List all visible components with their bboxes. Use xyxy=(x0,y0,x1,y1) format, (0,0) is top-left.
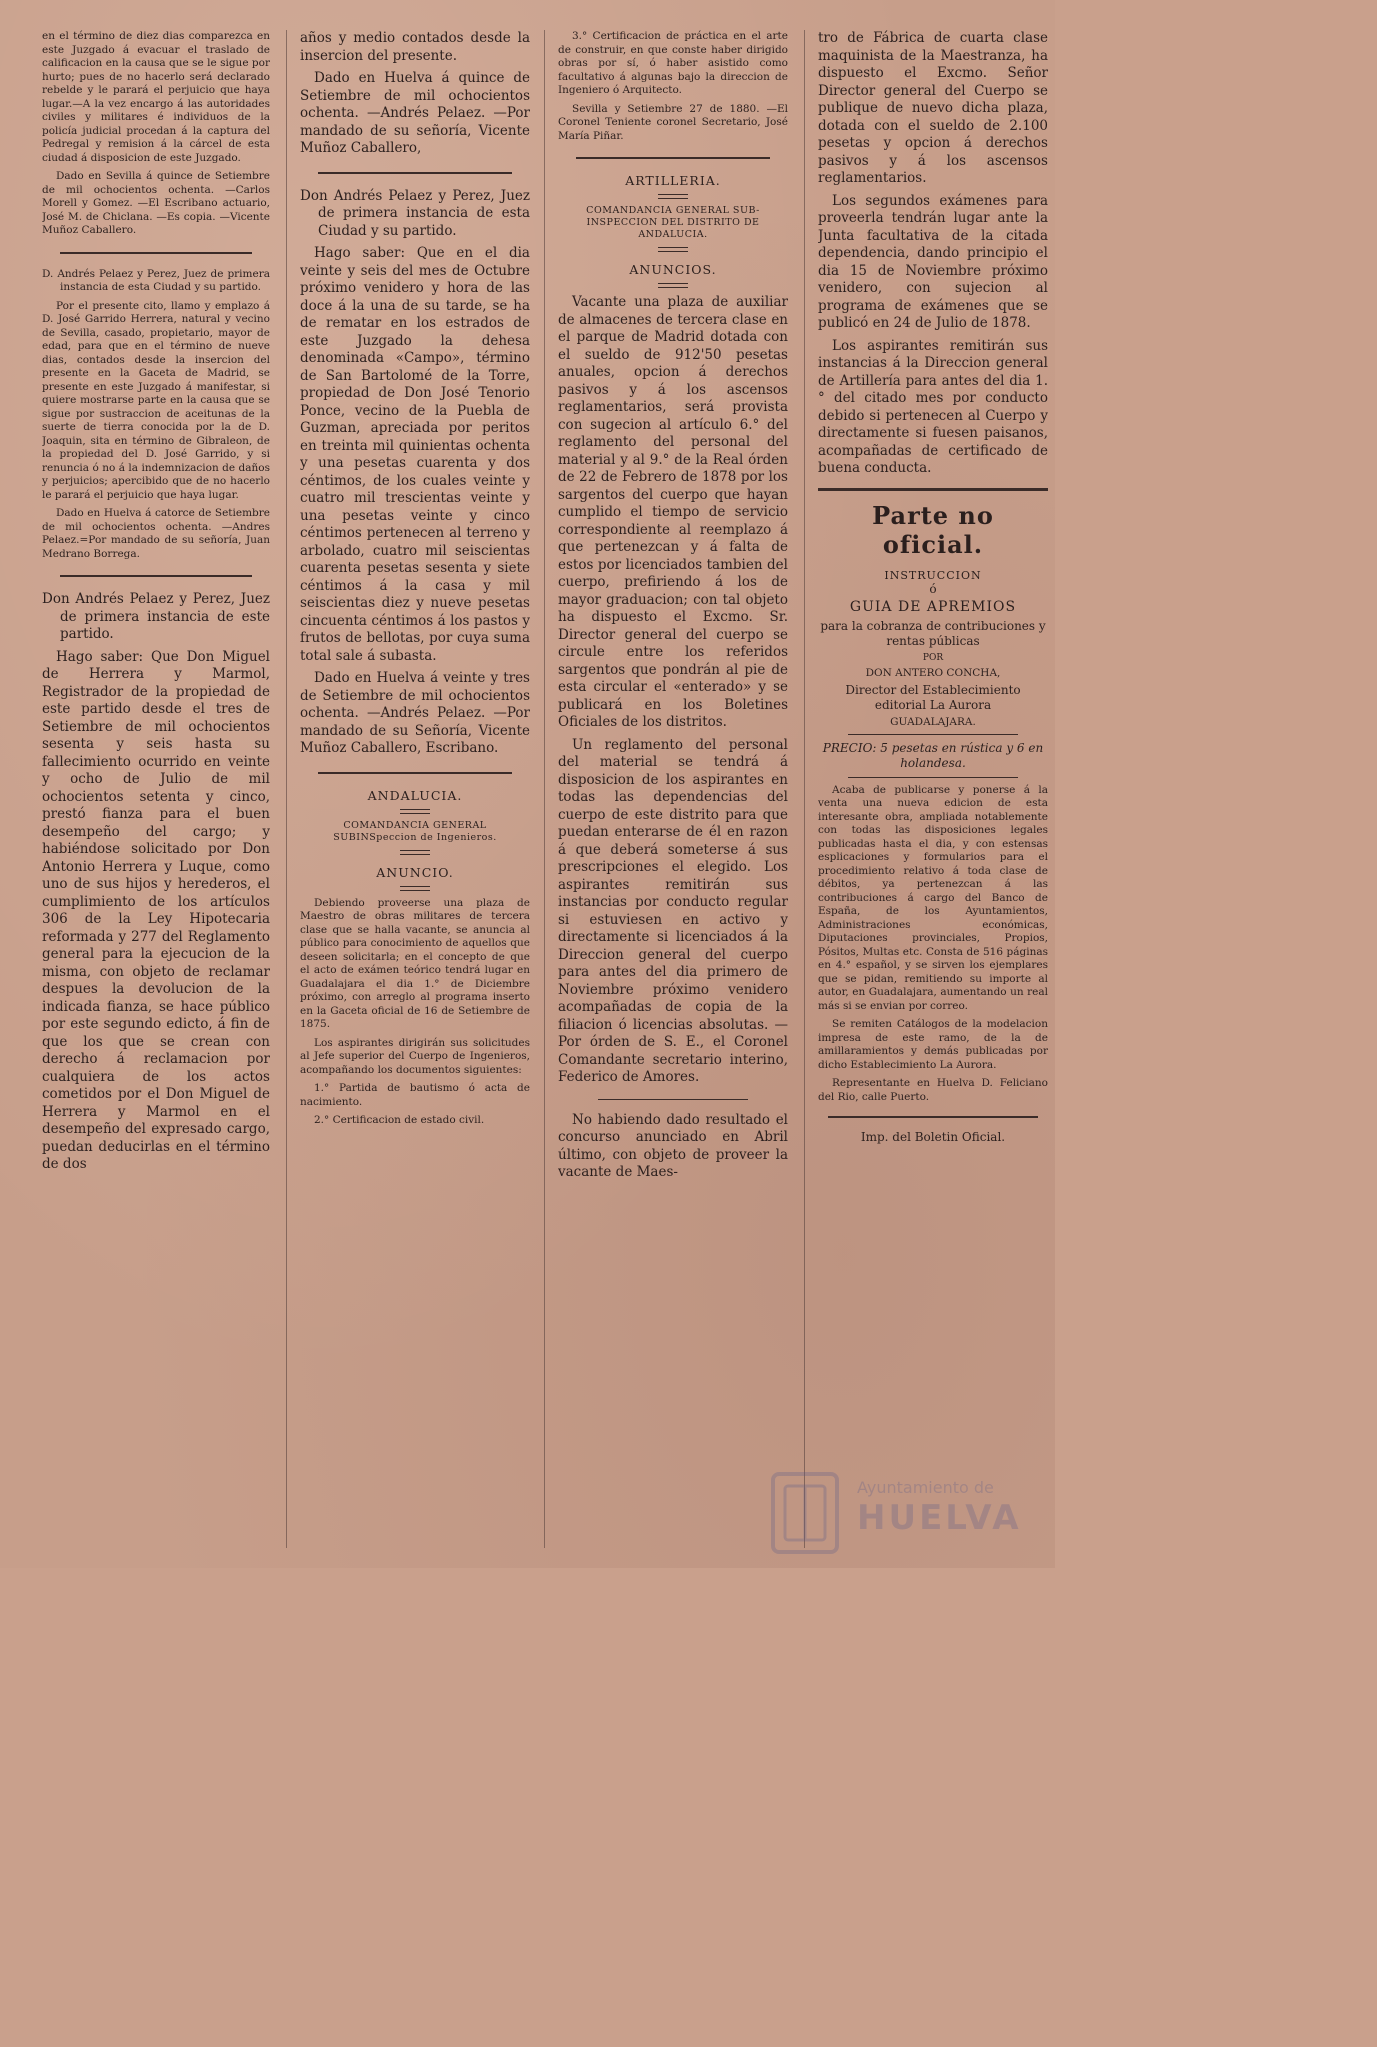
book-author: DON ANTERO CONCHA, xyxy=(865,666,1001,679)
paragraph: Un reglamento del personal del material se tendrá á disposicion de los aspirantes en todas las dependencias del cuerpo de este distrito para que puedan enterarse de él en razon á que deberá someterse á sus prescripciones el elegido. Los aspirantes remitirán sus instancias por conducto regular si estuviesen en activo y directamente si licenciados á la Direccion general del cuerpo para antes del dia primero de Noviembre próximo venidero acompañadas de copia de la filiacion ó licencias absolutas. —Por órden de S. E., el Coronel Comandante secretario interino, Federico de Amores. xyxy=(558,736,788,1085)
section-heading: ARTILLERIA. xyxy=(625,173,721,188)
coat-of-arms-icon xyxy=(765,1468,845,1558)
section-divider xyxy=(598,1099,748,1100)
ornament xyxy=(658,247,688,252)
column-rule xyxy=(286,30,287,1548)
paragraph: Hago saber: Que en el dia veinte y seis del mes de Octubre próximo venidero y hora de las doce á la una de su tarde, se ha de rematar en los estrados de este Juzgado la dehesa denominada «Campo», término de San Bartolomé de la Torre, propiedad de Don José Tenorio Ponce, vecino de la Puebla de Guzman, apreciada por peritos en treinta mil quinientas ochenta y una pesetas cuarenta y dos céntimos, de los cuales veinte y cuatro mil trescientas veinte y una pesetas veinte y cinco céntimos pertenecen al terreno y arbolado, cuatro mil seiscientas cuarenta pesetas sesenta y siete céntimos á la casa y mil seiscientas diez y nueve pesetas cincuenta céntimos á los pastos y frutos de bellotas, por cuya suma total sale á subasta. xyxy=(300,245,530,664)
paragraph: Dado en Sevilla á quince de Setiembre de mil ochocientos ochenta. —Carlos Morell y Gomez. —El Escribano actuario, José M. de Chiclana. —Es copia. —Vicente Muñoz Caballero. xyxy=(42,170,270,236)
list-item: 1.° Partida de bautismo ó acta de nacimiento. xyxy=(300,1082,530,1108)
book-price: PRECIO: 5 pesetas en rústica y 6 en holandesa. xyxy=(822,740,1044,770)
paragraph: Se remiten Catálogos de la modelacion impresa de este ramo, de la de amillaramientos y demás publicadas por dicho Establecimiento La Aurora. xyxy=(818,1018,1048,1071)
list-item: 2.° Certificacion de estado civil. xyxy=(314,1114,485,1126)
paragraph: Sevilla y Setiembre 27 de 1880. —El Coronel Teniente coronel Secretario, José María Piñar. xyxy=(558,102,788,142)
ornament xyxy=(400,809,430,814)
notice-heading: Don Andrés Pelaez y Perez, Juez de primera instancia de esta Ciudad y su partido. xyxy=(300,187,530,239)
notice-heading: D. Andrés Pelaez y Perez, Juez de primera instancia de esta Ciudad y su partido. xyxy=(42,267,270,293)
book-author-title: Director del Establecimiento editorial La Aurora xyxy=(845,682,1021,712)
section-divider xyxy=(60,575,252,577)
paragraph: en el término de diez dias comparezca en este Juzgado á evacuar el traslado de calificacion en la causa que se le sigue por hurto; pues de no hacerlo será declarado rebelde y le parará el perjuicio que haya lugar.—A la vez encargo á las autoridades civiles y militares é individuos de la policía judicial procedan á la captura del Pedregal y remision á la cárcel de esta ciudad á disposicion de este Juzgado. xyxy=(42,30,270,164)
section-subheading: COMANDANCIA GENERAL SUB-INSPECCION DEL DISTRITO DE ANDALUCIA. xyxy=(586,205,760,240)
section-divider xyxy=(828,1116,1038,1118)
ornament xyxy=(400,886,430,891)
section-heading: ANDALUCIA. xyxy=(367,787,463,803)
paragraph: Dado en Huelva á veinte y tres de Setiembre de mil ochocientos ochenta. —Andrés Pelaez. —Por mandado de su Señoría, Vicente Muñoz Caballero, Escribano. xyxy=(300,670,530,756)
column-rule xyxy=(804,30,805,1548)
paragraph: años y medio contados desde la insercion del presente. xyxy=(300,30,530,64)
imprint: Imp. del Boletin Oficial. xyxy=(860,1130,1006,1144)
paragraph: Dado en Huelva á catorce de Setiembre de mil ochocientos ochenta. —Andres Pelaez.=Por mandado de su señoría, Juan Medrano Borrega. xyxy=(42,507,270,560)
book-city: GUADALAJARA. xyxy=(890,715,976,728)
column-rule xyxy=(544,30,545,1548)
paragraph: Por el presente cito, llamo y emplazo á D. José Garrido Herrera, natural y vecino de Sevilla, casado, propietario, mayor de edad, para que en el término de nueve dias, contados desde la insercion del presente en la Gaceta de Madrid, se presente en este Juzgado á manifestar, si quiere mostrarse parte en la causa que se sigue por sustraccion de aceitunas de la suerte de tierra conocida por la de D. Joaquin, sita en término de Gibraleon, de la propiedad del D. José Garrido, y si renuncia ó no á la indemnizacion de daños y perjuicios; apercibido que de no hacerlo le parará el perjuicio que haya lugar. xyxy=(42,299,270,501)
section-heading: ANUNCIOS. xyxy=(629,262,717,277)
column-1 xyxy=(42,30,270,1558)
column-3 xyxy=(558,30,788,1558)
list-item: 3.° Certificacion de práctica en el arte de construir, en que conste haber dirigido obras por sí, ó haber asistido como facultativo á algunas bajo la direccion de Ingeniero ó Arquitecto. xyxy=(558,30,788,96)
book-by: POR xyxy=(922,652,944,663)
section-divider xyxy=(60,252,252,254)
watermark-line: Ayuntamiento de xyxy=(857,1478,994,1497)
paragraph: Debiendo proveerse una plaza de Maestro de obras militares de tercera clase que se halla vacante, se anuncia al público para conocimiento de aquellos que deseen solicitarla; en el concepto de que el acto de exámen teórico tendrá lugar en Guadalajara el dia 1.° de Diciembre próximo, con arreglo al programa inserto en la Gaceta oficial de 16 de Setiembre de 1875. xyxy=(300,896,530,1030)
book-title: GUIA DE APREMIOS xyxy=(849,598,1017,615)
section-heading: ANUNCIO. xyxy=(376,864,454,880)
section-divider xyxy=(818,488,1048,491)
section-divider xyxy=(848,777,1018,778)
book-title-line: INSTRUCCION xyxy=(884,568,982,582)
ornament xyxy=(658,194,688,199)
book-subtitle: para la cobranza de contribuciones y rentas públicas xyxy=(820,618,1046,648)
paragraph: tro de Fábrica de cuarta clase maquinista de la Maestranza, ha dispuesto el Excmo. Señor Director general del Cuerpo se publique de nuevo dicha plaza, dotada con el sueldo de 2.100 pesetas y opcion á derechos pasivos y á los ascensos reglamentarios. xyxy=(818,30,1048,186)
paragraph: No habiendo dado resultado el concurso anunciado en Abril último, con objeto de proveer la vacante de Maes- xyxy=(558,1111,788,1180)
section-divider xyxy=(848,734,1018,735)
section-subheading: COMANDANCIA GENERAL SUBINSpeccion de Ingenieros. xyxy=(333,819,497,843)
paragraph: Dado en Huelva á quince de Setiembre de mil ochocientos ochenta. —Andrés Pelaez. —Por mandado de su señoría, Vicente Muñoz Caballero, xyxy=(300,70,530,156)
column-4 xyxy=(818,30,1048,1558)
ornament xyxy=(400,850,430,855)
section-divider xyxy=(576,157,770,159)
paragraph: Vacante una plaza de auxiliar de almacenes de tercera clase en el parque de Madrid dotada con el sueldo de 912'50 pesetas anuales, opcion á derechos pasivos y á los ascensos reglamentarios, será provista con sugecion al artículo 6.° del reglamento del personal del material y al 9.° de la Real órden de 22 de Febrero de 1878 por los sargentos del cuerpo que hayan cumplido el tiempo de servicio correspondiente al reemplazo á que pertenezcan y á falta de estos por licenciados tambien del cuerpo, prefiriendo á los de mayor graduacion; con tal objeto ha dispuesto el Excmo. Sr. Director general del cuerpo se circule entre los referidos sargentos que pondrán al pie de esta circular el «enterado» y se publicará en los Boletines Oficiales de los distritos. xyxy=(558,294,788,730)
paragraph: Los segundos exámenes para proveerla tendrán lugar ante la Junta facultativa de la citada dependencia, dando principio el dia 15 de Noviembre próximo venidero, con sujecion al programa de exámenes que se publicó en 24 de Julio de 1878. xyxy=(818,192,1048,331)
section-divider xyxy=(318,172,512,174)
notice-heading: Don Andrés Pelaez y Perez, Juez de primera instancia de este partido. xyxy=(42,591,270,642)
section-divider xyxy=(318,772,512,774)
paragraph: Hago saber: Que Don Miguel de Herrera y Marmol, Registrador de la propiedad de este partido desde el tres de Setiembre de mil ochocientos sesenta y seis hasta su fallecimiento ocurrido en veinte y ocho de Julio de mil ochocientos setenta y cinco, prestó fianza para el buen desempeño del cargo; y habiéndose solicitado por Don Antonio Herrera y Luque, como uno de sus hijos y herederos, el cumplimiento de los artículos 306 de la Ley Hipotecaria reformada y 277 del Reglamento general para la ejecucion de la misma, con objeto de reclamar despues la devolucion de la indicada fianza, se hace público por este segundo edicto, á fin de que los que se crean con derecho á reclamacion por cualquiera de los actos cometidos por el Don Miguel de Herrera y Marmol en el desempeño del expresado cargo, puedan deducirlas en el término de dos xyxy=(42,648,270,1172)
paragraph: Los aspirantes dirigirán sus solicitudes al Jefe superior del Cuerpo de Ingenieros, acompañando los documentos siguientes: xyxy=(300,1036,530,1076)
book-title-line: ó xyxy=(929,581,937,596)
paragraph: Acaba de publicarse y ponerse á la venta una nueva edicion de esta interesante obra, ampliada notablemente con todas las disposiciones legales publicadas hasta el dia, y con estensas esplicaciones y formularios para el procedimiento relativo á toda clase de débitos, ya pertenezcan á las contribuciones á cargo del Banco de España, de los Ayuntamientos, Administraciones económicas, Diputaciones provinciales, Propios, Pósitos, Multas etc. Consta de 516 páginas en 4.° español, y se sirven los ejemplares que se pidan, remitiendo su importe al autor, en Guadalajara, aumentando un real más si se envian por correo. xyxy=(818,783,1048,1012)
watermark-city: HUELVA xyxy=(857,1498,1022,1538)
column-2 xyxy=(300,30,530,1558)
section-title: Parte no oficial. xyxy=(872,500,994,559)
paragraph: Los aspirantes remitirán sus instancias á la Direccion general de Artillería para antes del dia 1.° del citado mes por conducto debido si pertenecen al Cuerpo y directamente si fuesen paisanos, acompañadas de certificado de buena conducta. xyxy=(818,337,1048,476)
archive-watermark xyxy=(765,1468,1022,1558)
ornament xyxy=(658,283,688,288)
paragraph: Representante en Huelva D. Feliciano del Rio, calle Puerto. xyxy=(818,1077,1048,1103)
